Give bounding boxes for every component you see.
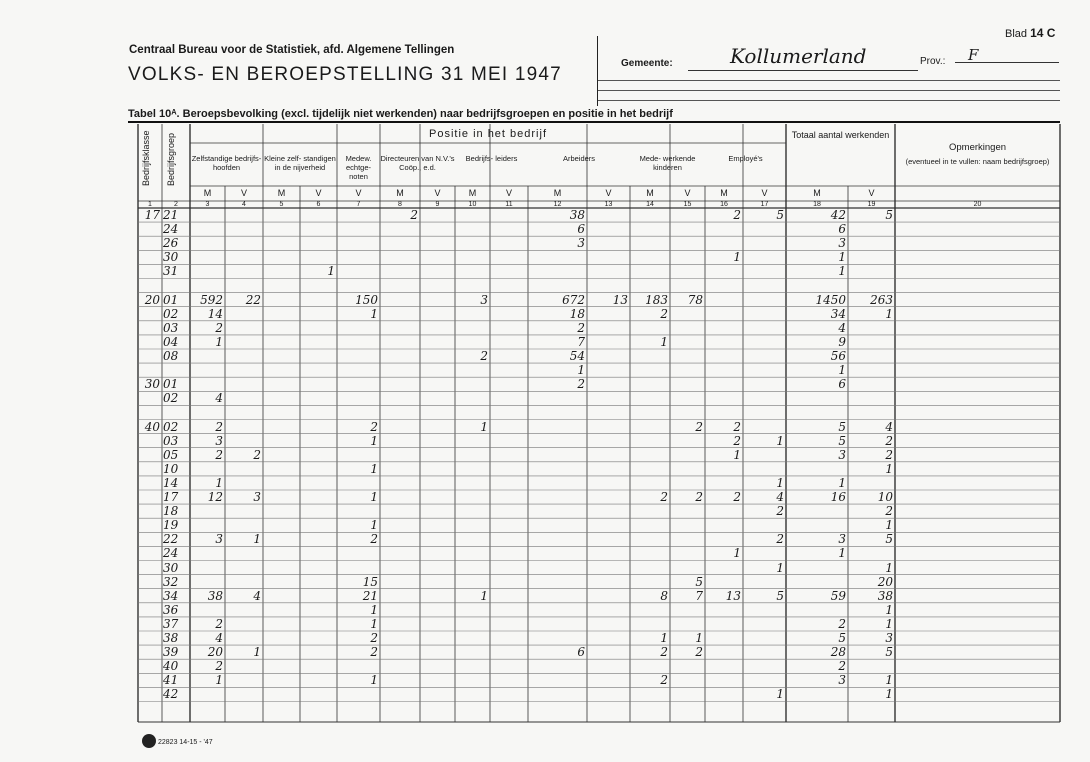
value-cell: 20 — [207, 645, 223, 660]
value-cell: 2 — [885, 433, 893, 448]
value-cell: 672 — [562, 292, 585, 307]
column-number: 15 — [683, 201, 692, 208]
value-cell: 263 — [870, 292, 893, 307]
value-cell: 3 — [838, 673, 846, 688]
value-cell: 1 — [733, 250, 741, 265]
bedrijfsgroep-cell: 39 — [163, 645, 179, 660]
value-cell: 54 — [569, 349, 585, 363]
value-cell: 2 — [370, 631, 378, 645]
value-cell: 2 — [695, 419, 703, 434]
group-header-2: Kleine zelf- standigen in de nijverheid — [264, 154, 336, 172]
bedrijfsklasse-cell: 20 — [144, 292, 160, 307]
bureau-line: Centraal Bureau voor de Statistiek, afd. Algemene Tellingen — [129, 44, 455, 56]
bedrijfsgroep-cell: 24 — [163, 546, 179, 561]
mv-label: V — [240, 188, 247, 198]
value-cell: 1 — [885, 687, 893, 702]
mv-label: V — [684, 188, 691, 198]
value-cell: 5 — [885, 645, 893, 660]
bedrijfsgroep-cell: 34 — [163, 588, 179, 603]
column-number: 13 — [604, 201, 613, 208]
value-cell: 1 — [885, 461, 893, 476]
column-number: 7 — [356, 201, 361, 208]
value-cell: 20 — [877, 574, 893, 589]
value-cell: 4 — [776, 490, 784, 504]
value-cell: 22 — [245, 292, 261, 307]
mv-label: M — [646, 188, 654, 198]
column-number: 19 — [867, 201, 876, 208]
value-cell: 1 — [838, 363, 846, 378]
value-cell: 6 — [838, 222, 846, 237]
column-number: 14 — [646, 201, 654, 208]
bedrijfsgroep-cell: 36 — [163, 602, 179, 617]
table-title: Tabel 10ᴬ. Beroepsbevolking (excl. tijdelijk niet werkenden) naar bedrijfsgroepen en positie in het bedrijf — [128, 108, 673, 120]
gemeente-label: Gemeente: — [621, 58, 673, 69]
column-number: 2 — [174, 201, 178, 208]
mv-label: M — [468, 188, 477, 198]
value-cell: 2 — [660, 306, 668, 321]
bedrijfsklasse-header: Bedrijfsklasse — [141, 130, 151, 186]
value-cell: 1 — [776, 560, 784, 575]
mv-label: V — [355, 188, 362, 198]
value-cell: 2 — [733, 490, 741, 504]
value-cell: 1 — [215, 673, 223, 688]
bedrijfsgroep-cell: 30 — [163, 250, 179, 265]
bedrijfsgroep-cell: 03 — [163, 433, 179, 448]
value-cell: 1 — [370, 616, 378, 631]
value-cell: 3 — [577, 236, 585, 251]
bedrijfsgroep-cell: 01 — [163, 377, 179, 392]
mv-label: V — [761, 188, 768, 198]
column-number: 10 — [468, 201, 477, 208]
bedrijfsgroep-cell: 32 — [163, 574, 179, 589]
bedrijfsgroep-cell: 41 — [163, 673, 179, 688]
value-cell: 38 — [569, 208, 585, 222]
value-cell: 7 — [695, 588, 703, 603]
mv-label: M — [203, 188, 212, 198]
value-cell: 38 — [207, 588, 223, 603]
value-cell: 2 — [215, 616, 223, 631]
value-cell: 59 — [830, 588, 846, 603]
mv-label: M — [553, 188, 562, 198]
value-cell: 2 — [215, 659, 223, 674]
value-cell: 1 — [838, 250, 846, 265]
form-title: VOLKS- EN BEROEPSTELLING 31 MEI 1947 — [128, 64, 562, 85]
mv-label: V — [605, 188, 612, 198]
value-cell: 10 — [877, 490, 893, 504]
group-header-5: Bedrijfs- leiders — [465, 154, 518, 163]
bedrijfsgroep-cell: 42 — [163, 687, 179, 702]
value-cell: 6 — [577, 222, 585, 237]
value-cell: 2 — [776, 532, 784, 547]
value-cell: 2 — [253, 447, 261, 462]
value-cell: 2 — [660, 645, 668, 660]
bedrijfsgroep-cell: 18 — [163, 504, 179, 519]
value-cell: 4 — [885, 419, 893, 434]
value-cell: 2 — [370, 645, 378, 660]
bedrijfsgroep-cell: 22 — [163, 532, 179, 547]
value-cell: 21 — [362, 588, 378, 603]
value-cell: 2 — [215, 320, 223, 335]
value-cell: 1 — [327, 264, 335, 279]
value-cell: 1 — [370, 602, 378, 617]
value-cell: 2 — [215, 447, 223, 462]
bedrijfsgroep-cell: 26 — [163, 236, 179, 251]
positie-header: Positie in het bedrijf — [429, 128, 547, 140]
bedrijfsgroep-cell: 04 — [163, 334, 179, 349]
group-header-8: Employé's — [728, 154, 763, 163]
gemeente-value: Kollumerland — [730, 44, 867, 68]
value-cell: 56 — [830, 349, 846, 363]
value-cell: 1 — [577, 363, 585, 378]
value-cell: 3 — [838, 236, 846, 251]
bedrijfsgroep-cell: 21 — [163, 208, 179, 222]
value-cell: 4 — [215, 631, 223, 645]
value-cell: 2 — [660, 673, 668, 688]
mv-label: V — [315, 188, 322, 198]
value-cell: 2 — [838, 659, 846, 674]
bedrijfsklasse-cell: 30 — [144, 377, 160, 392]
value-cell: 2 — [410, 208, 418, 222]
value-cell: 592 — [200, 292, 223, 307]
value-cell: 5 — [838, 419, 846, 434]
value-cell: 1 — [253, 532, 261, 547]
value-cell: 34 — [830, 306, 846, 321]
bedrijfsgroep-cell: 03 — [163, 320, 179, 335]
value-cell: 2 — [733, 419, 741, 434]
value-cell: 1 — [838, 546, 846, 561]
mv-label: M — [813, 188, 821, 198]
value-cell: 1 — [370, 433, 378, 448]
column-number: 3 — [205, 201, 210, 208]
value-cell: 2 — [577, 320, 585, 335]
bedrijfsgroep-cell: 08 — [163, 349, 179, 363]
value-cell: 2 — [885, 504, 893, 519]
value-cell: 1 — [838, 264, 846, 279]
bedrijfsgroep-cell: 40 — [163, 659, 179, 674]
value-cell: 1 — [370, 306, 378, 321]
bedrijfsgroep-cell: 30 — [163, 560, 179, 575]
value-cell: 1 — [480, 419, 488, 434]
value-cell: 2 — [370, 532, 378, 547]
value-cell: 2 — [660, 490, 668, 504]
value-cell: 4 — [215, 391, 223, 406]
opmerkingen-header: Opmerkingen — [948, 142, 1007, 153]
bedrijfsgroep-cell: 24 — [163, 222, 179, 237]
column-number: 6 — [316, 201, 321, 208]
value-cell: 3 — [215, 532, 223, 547]
value-cell: 7 — [577, 334, 585, 349]
value-cell: 6 — [577, 645, 585, 660]
value-cell: 18 — [569, 306, 585, 321]
value-cell: 2 — [885, 447, 893, 462]
bedrijfsgroep-cell: 02 — [163, 391, 179, 406]
column-number: 16 — [720, 201, 728, 208]
value-cell: 1 — [885, 306, 893, 321]
value-cell: 13 — [612, 292, 628, 307]
mv-label: M — [720, 188, 728, 198]
value-cell: 1 — [660, 334, 668, 349]
bedrijfsgroep-cell: 05 — [163, 447, 179, 462]
column-number: 11 — [505, 201, 513, 208]
value-cell: 5 — [838, 631, 846, 645]
value-cell: 1 — [776, 433, 784, 448]
value-cell: 2 — [776, 504, 784, 519]
bedrijfsgroep-cell: 01 — [163, 292, 179, 307]
value-cell: 5 — [838, 433, 846, 448]
value-cell: 2 — [695, 645, 703, 660]
column-number: 8 — [398, 201, 402, 208]
value-cell: 1 — [776, 475, 784, 490]
value-cell: 8 — [660, 588, 668, 603]
bedrijfsgroep-cell: 02 — [163, 419, 179, 434]
value-cell: 150 — [355, 292, 378, 307]
value-cell: 3 — [215, 433, 223, 448]
value-cell: 5 — [776, 208, 784, 222]
value-cell: 9 — [838, 334, 846, 349]
value-cell: 78 — [687, 292, 703, 307]
value-cell: 2 — [577, 377, 585, 392]
bedrijfsgroep-header: Bedrijfsgroep — [166, 132, 176, 186]
bedrijfsklasse-cell: 17 — [144, 208, 160, 222]
column-number: 20 — [973, 201, 982, 208]
value-cell: 1 — [660, 631, 668, 645]
mv-label: M — [396, 188, 404, 198]
bedrijfsgroep-cell: 14 — [163, 475, 179, 490]
value-cell: 15 — [362, 574, 378, 589]
value-cell: 1 — [370, 673, 378, 688]
prov-value: F — [968, 46, 979, 64]
value-cell: 16 — [830, 490, 846, 504]
bedrijfsgroep-cell: 38 — [163, 631, 179, 645]
value-cell: 42 — [830, 208, 846, 222]
prov-label: Prov.: — [920, 56, 946, 67]
value-cell: 1 — [838, 475, 846, 490]
value-cell: 1 — [480, 588, 488, 603]
value-cell: 3 — [838, 447, 846, 462]
value-cell: 1 — [885, 518, 893, 533]
value-cell: 2 — [733, 433, 741, 448]
column-number: 5 — [279, 201, 284, 208]
value-cell: 3 — [480, 292, 488, 307]
value-cell: 6 — [838, 377, 846, 392]
bedrijfsgroep-cell: 37 — [163, 616, 179, 631]
value-cell: 2 — [215, 419, 223, 434]
value-cell: 4 — [838, 320, 846, 335]
value-cell: 14 — [207, 306, 223, 321]
value-cell: 1 — [370, 518, 378, 533]
mv-label: V — [434, 188, 441, 198]
value-cell: 1 — [733, 447, 741, 462]
column-number: 18 — [813, 201, 821, 208]
totaal-header: Totaal aantal werkenden — [791, 130, 890, 140]
value-cell: 5 — [885, 532, 893, 547]
value-cell: 1 — [370, 490, 378, 504]
mv-label: M — [277, 188, 286, 198]
value-cell: 4 — [253, 588, 261, 603]
bedrijfsgroep-cell: 19 — [163, 518, 179, 533]
value-cell: 183 — [645, 292, 668, 307]
bedrijfsgroep-cell: 10 — [163, 461, 179, 476]
value-cell: 3 — [885, 631, 893, 645]
opmerkingen-subheader: (eventueel in te vullen: naam bedrijfsgroep) — [905, 157, 1050, 166]
group-header-6: Arbeiders — [562, 154, 596, 163]
mv-label: V — [868, 188, 875, 198]
value-cell: 12 — [207, 490, 223, 504]
value-cell: 3 — [838, 532, 846, 547]
sheet-number: Blad 14 C — [1005, 26, 1056, 40]
value-cell: 1 — [885, 616, 893, 631]
value-cell: 1 — [695, 631, 703, 645]
bedrijfsklasse-cell: 40 — [144, 419, 160, 434]
value-cell: 1 — [776, 687, 784, 702]
value-cell: 1 — [885, 602, 893, 617]
value-cell: 1 — [215, 334, 223, 349]
value-cell: 1 — [885, 560, 893, 575]
bedrijfsgroep-cell: 31 — [163, 264, 179, 279]
group-header-3: Medew. echtge- noten — [345, 154, 372, 181]
value-cell: 28 — [830, 645, 846, 660]
column-number: 9 — [435, 201, 440, 208]
group-header-1: Zelfstandige bedrijfs- hoofden — [191, 154, 262, 172]
value-cell: 3 — [253, 490, 261, 504]
value-cell: 1 — [733, 546, 741, 561]
column-number: 1 — [148, 201, 152, 208]
value-cell: 1 — [370, 461, 378, 476]
bedrijfsgroep-cell: 17 — [163, 490, 179, 504]
value-cell: 1450 — [815, 292, 846, 307]
column-number: 17 — [760, 201, 769, 208]
column-number: 12 — [553, 201, 562, 208]
group-header-7: Mede- werkende kinderen — [639, 154, 696, 172]
value-cell: 1 — [253, 645, 261, 660]
value-cell: 2 — [733, 208, 741, 222]
value-cell: 2 — [838, 616, 846, 631]
value-cell: 5 — [885, 208, 893, 222]
value-cell: 38 — [877, 588, 893, 603]
column-number: 4 — [242, 201, 246, 208]
mv-label: V — [505, 188, 512, 198]
group-header-4: Directeuren van N.V.'s Coöp., e.d. — [380, 154, 455, 172]
value-cell: 13 — [725, 588, 741, 603]
bedrijfsgroep-cell: 02 — [163, 306, 179, 321]
value-cell: 2 — [695, 490, 703, 504]
value-cell: 1 — [885, 673, 893, 688]
value-cell: 5 — [695, 574, 703, 589]
value-cell: 2 — [370, 419, 378, 434]
printer-logo-icon — [142, 734, 156, 748]
value-cell: 1 — [215, 475, 223, 490]
print-code: 22823 14-15 - '47 — [158, 739, 213, 746]
value-cell: 2 — [480, 349, 488, 363]
value-cell: 5 — [776, 588, 784, 603]
